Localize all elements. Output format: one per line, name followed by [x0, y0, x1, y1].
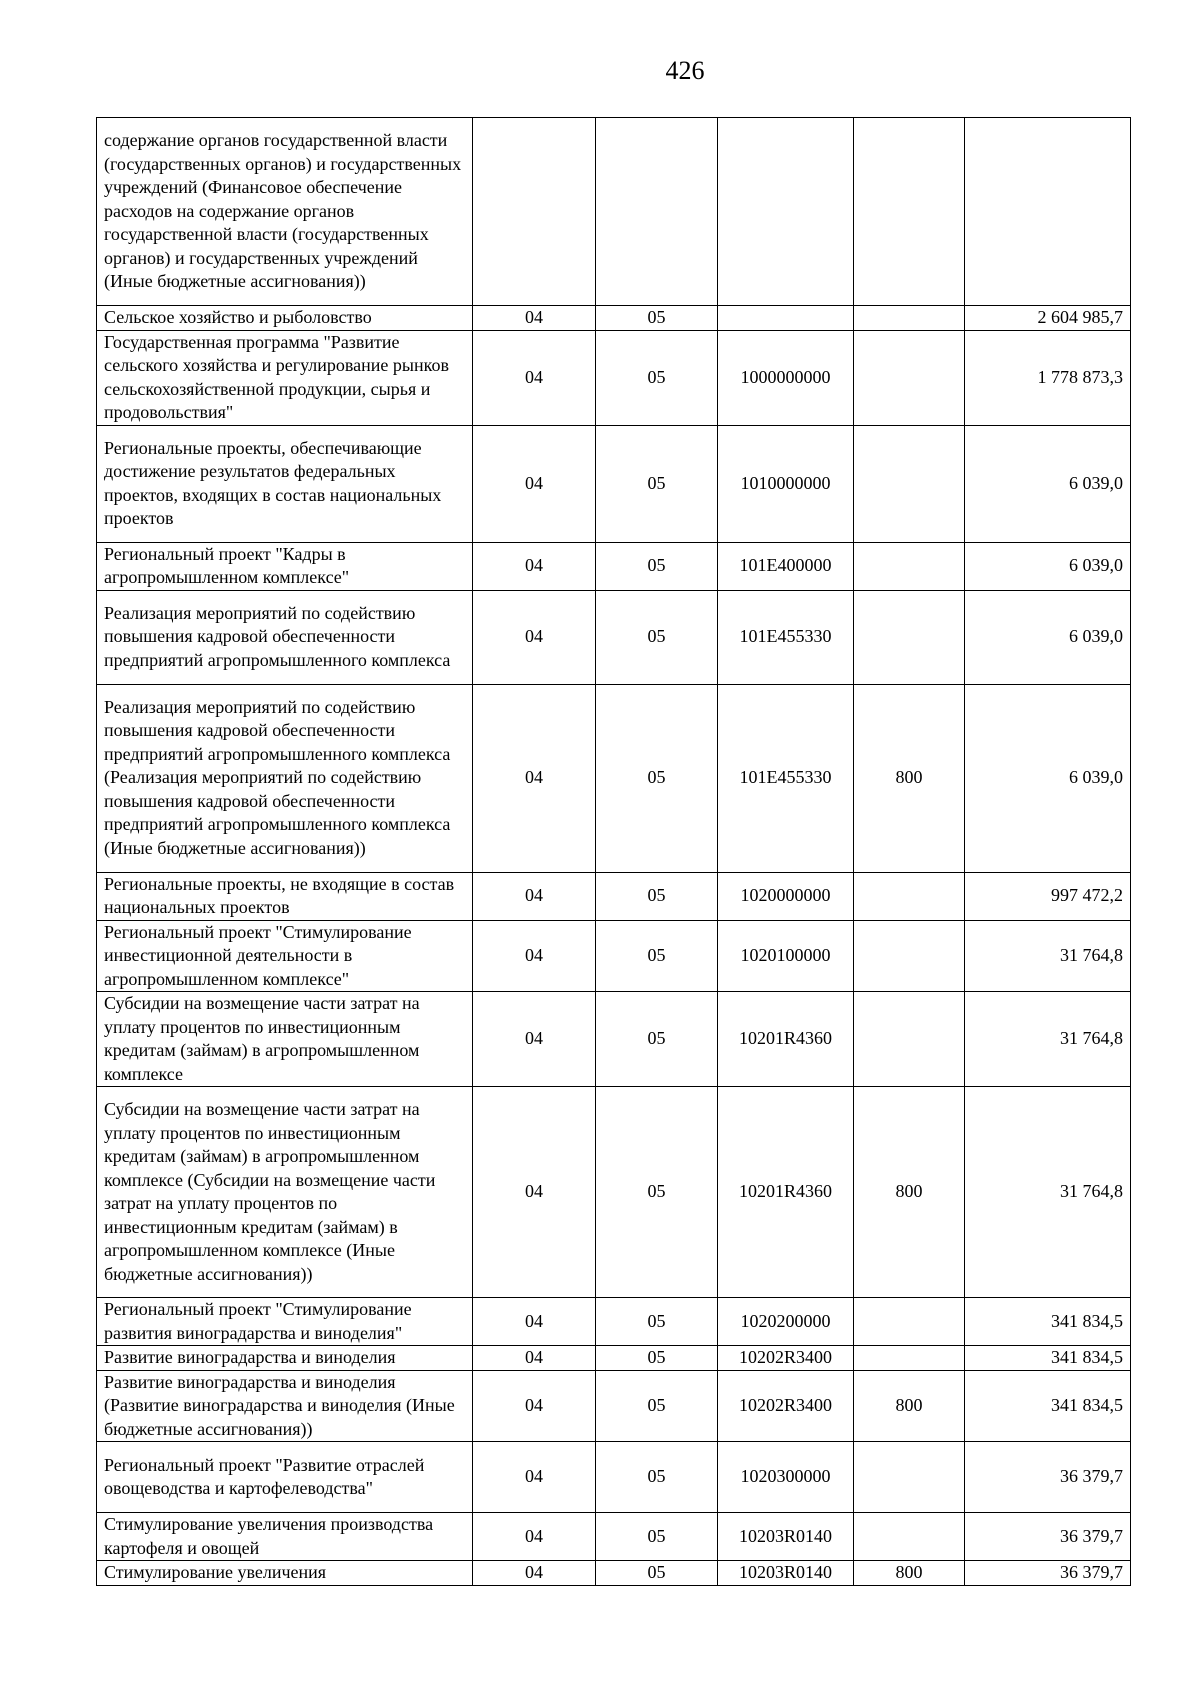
section-code-cell: 04: [473, 920, 596, 992]
subsection-code-cell: 05: [596, 1298, 718, 1346]
subsection-code-cell: 05: [596, 330, 718, 425]
expense-type-code-cell: 800: [854, 1561, 965, 1586]
amount-cell: 6 039,0: [965, 425, 1131, 542]
row-name-cell: Субсидии на возмещение части затрат на уплату процентов по инвестиционным кредитам (займам) в агропромышленном комплексе (Субсидии на возмещение части затрат на уплату процентов по инвестиционным кредитам (займам) в агропромышленном комплексе (Иные бюджетные ассигнования)): [97, 1087, 473, 1298]
table-row: [97, 542, 1131, 590]
target-item-code-cell: 1000000000: [718, 330, 854, 425]
target-item-code-cell: 10203R0140: [718, 1561, 854, 1586]
subsection-code-cell: 05: [596, 1513, 718, 1561]
subsection-code-cell: 05: [596, 992, 718, 1087]
row-name-cell: Стимулирование увеличения производства картофеля и овощей: [97, 1513, 473, 1561]
table-row: [97, 684, 1131, 872]
row-name-cell: Субсидии на возмещение части затрат на уплату процентов по инвестиционным кредитам (займам) в агропромышленном комплексе: [97, 992, 473, 1087]
expense-type-code-cell: [854, 118, 965, 306]
section-code-cell: 04: [473, 1087, 596, 1298]
target-item-code-cell: 10202R3400: [718, 1370, 854, 1442]
table-row: [97, 1442, 1131, 1513]
row-name-cell: Реализация мероприятий по содействию повышения кадровой обеспеченности предприятий агропромышленного комплекса (Реализация мероприятий по содействию повышения кадровой обеспеченности предприятий агропромышленного комплекса (Иные бюджетные ассигнования)): [97, 684, 473, 872]
target-item-code-cell: 10202R3400: [718, 1346, 854, 1371]
section-code-cell: 04: [473, 1298, 596, 1346]
section-code-cell: 04: [473, 684, 596, 872]
section-code-cell: 04: [473, 872, 596, 920]
row-name-cell: Развитие виноградарства и виноделия (Развитие виноградарства и виноделия (Иные бюджетные ассигнования)): [97, 1370, 473, 1442]
section-code-cell: 04: [473, 1346, 596, 1371]
target-item-code-cell: 10203R0140: [718, 1513, 854, 1561]
table-row: [97, 872, 1131, 920]
subsection-code-cell: 05: [596, 1087, 718, 1298]
target-item-code-cell: 1010000000: [718, 425, 854, 542]
row-name-cell: Региональный проект "Стимулирование развития виноградарства и виноделия": [97, 1298, 473, 1346]
subsection-code-cell: 05: [596, 1561, 718, 1586]
table-row: [97, 992, 1131, 1087]
amount-cell: 341 834,5: [965, 1298, 1131, 1346]
section-code-cell: [473, 118, 596, 306]
target-item-code-cell: 1020000000: [718, 872, 854, 920]
section-code-cell: 04: [473, 992, 596, 1087]
table-row: [97, 590, 1131, 684]
table-row: [97, 1087, 1131, 1298]
subsection-code-cell: 05: [596, 425, 718, 542]
subsection-code-cell: 05: [596, 872, 718, 920]
target-item-code-cell: 1020300000: [718, 1442, 854, 1513]
row-name-cell: Региональный проект "Развитие отраслей овощеводства и картофелеводства": [97, 1442, 473, 1513]
expense-type-code-cell: [854, 1442, 965, 1513]
target-item-code-cell: 10201R4360: [718, 1087, 854, 1298]
amount-cell: 2 604 985,7: [965, 306, 1131, 331]
amount-cell: 1 778 873,3: [965, 330, 1131, 425]
expense-type-code-cell: [854, 920, 965, 992]
amount-cell: 36 379,7: [965, 1513, 1131, 1561]
amount-cell: 6 039,0: [965, 684, 1131, 872]
amount-cell: 31 764,8: [965, 992, 1131, 1087]
amount-cell: 6 039,0: [965, 542, 1131, 590]
expense-type-code-cell: [854, 1513, 965, 1561]
expense-type-code-cell: [854, 425, 965, 542]
row-name-cell: Стимулирование увеличения: [97, 1561, 473, 1586]
section-code-cell: 04: [473, 1561, 596, 1586]
amount-cell: 997 472,2: [965, 872, 1131, 920]
table-row: [97, 1561, 1131, 1586]
subsection-code-cell: 05: [596, 590, 718, 684]
amount-cell: 341 834,5: [965, 1370, 1131, 1442]
expense-type-code-cell: [854, 1346, 965, 1371]
amount-cell: 31 764,8: [965, 920, 1131, 992]
amount-cell: [965, 118, 1131, 306]
expense-type-code-cell: [854, 992, 965, 1087]
subsection-code-cell: 05: [596, 684, 718, 872]
row-name-cell: содержание органов государственной власти (государственных органов) и государственных учреждений (Финансовое обеспечение расходов на содержание органов государственной власти (государственных органов) и государственных учреждений (Иные бюджетные ассигнования)): [97, 118, 473, 306]
target-item-code-cell: [718, 306, 854, 331]
subsection-code-cell: 05: [596, 920, 718, 992]
section-code-cell: 04: [473, 590, 596, 684]
row-name-cell: Сельское хозяйство и рыболовство: [97, 306, 473, 331]
section-code-cell: 04: [473, 306, 596, 331]
subsection-code-cell: 05: [596, 1370, 718, 1442]
expense-type-code-cell: [854, 872, 965, 920]
row-name-cell: Государственная программа "Развитие сельского хозяйства и регулирование рынков сельскохозяйственной продукции, сырья и продовольствия": [97, 330, 473, 425]
row-name-cell: Региональные проекты, обеспечивающие достижение результатов федеральных проектов, входящих в состав национальных проектов: [97, 425, 473, 542]
table-row: [97, 1370, 1131, 1442]
expense-type-code-cell: [854, 542, 965, 590]
section-code-cell: 04: [473, 1370, 596, 1442]
table-row: [97, 425, 1131, 542]
table-row: [97, 920, 1131, 992]
target-item-code-cell: 1020100000: [718, 920, 854, 992]
section-code-cell: 04: [473, 1442, 596, 1513]
subsection-code-cell: 05: [596, 542, 718, 590]
target-item-code-cell: 10201R4360: [718, 992, 854, 1087]
target-item-code-cell: 101Е455330: [718, 684, 854, 872]
row-name-cell: Региональный проект "Стимулирование инвестиционной деятельности в агропромышленном комплексе": [97, 920, 473, 992]
table-row: [97, 330, 1131, 425]
table-row: [97, 1513, 1131, 1561]
row-name-cell: Реализация мероприятий по содействию повышения кадровой обеспеченности предприятий агропромышленного комплекса: [97, 590, 473, 684]
section-code-cell: 04: [473, 542, 596, 590]
row-name-cell: Региональные проекты, не входящие в состав национальных проектов: [97, 872, 473, 920]
subsection-code-cell: 05: [596, 306, 718, 331]
row-name-cell: Региональный проект "Кадры в агропромышленном комплексе": [97, 542, 473, 590]
subsection-code-cell: 05: [596, 1346, 718, 1371]
target-item-code-cell: [718, 118, 854, 306]
amount-cell: 31 764,8: [965, 1087, 1131, 1298]
table-row: [97, 306, 1131, 331]
amount-cell: 341 834,5: [965, 1346, 1131, 1371]
section-code-cell: 04: [473, 330, 596, 425]
expense-type-code-cell: [854, 590, 965, 684]
amount-cell: 36 379,7: [965, 1442, 1131, 1513]
expense-type-code-cell: [854, 330, 965, 425]
target-item-code-cell: 1020200000: [718, 1298, 854, 1346]
page-number: 426: [665, 56, 705, 85]
subsection-code-cell: 05: [596, 1442, 718, 1513]
amount-cell: 36 379,7: [965, 1561, 1131, 1586]
expense-type-code-cell: [854, 306, 965, 331]
expense-type-code-cell: 800: [854, 1370, 965, 1442]
expense-type-code-cell: [854, 1298, 965, 1346]
row-name-cell: Развитие виноградарства и виноделия: [97, 1346, 473, 1371]
expense-type-code-cell: 800: [854, 1087, 965, 1298]
target-item-code-cell: 101Е455330: [718, 590, 854, 684]
amount-cell: 6 039,0: [965, 590, 1131, 684]
table-row: [97, 1346, 1131, 1371]
section-code-cell: 04: [473, 425, 596, 542]
budget-table: [96, 117, 1131, 1586]
expense-type-code-cell: 800: [854, 684, 965, 872]
section-code-cell: 04: [473, 1513, 596, 1561]
table-row: [97, 1298, 1131, 1346]
target-item-code-cell: 101Е400000: [718, 542, 854, 590]
table-row: [97, 118, 1131, 306]
subsection-code-cell: [596, 118, 718, 306]
